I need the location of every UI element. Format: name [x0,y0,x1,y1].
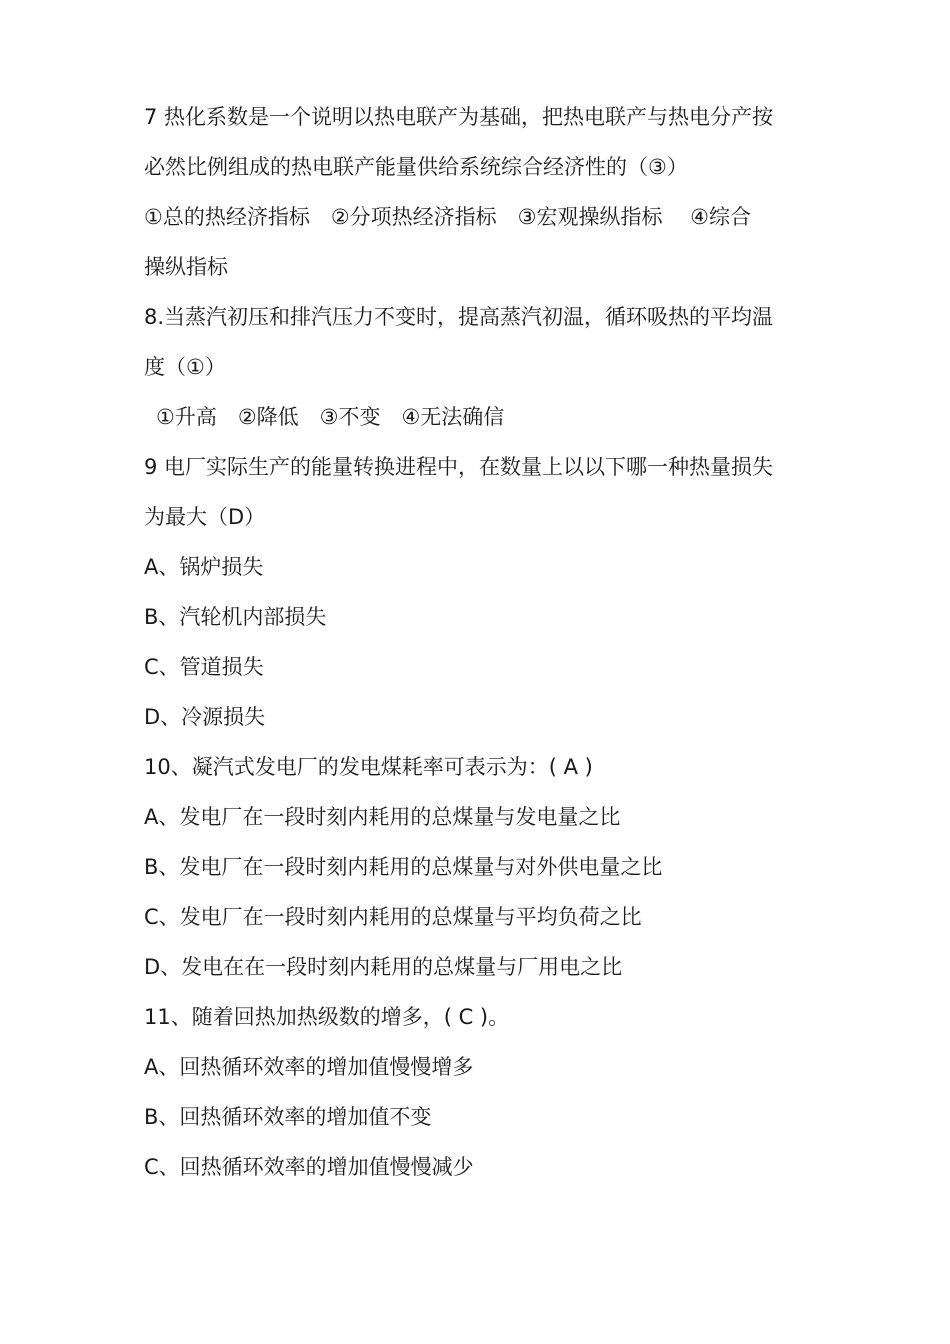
question-8-text-line-2: 度（①） [144,355,226,379]
question-9-option-c: C、管道损失 [144,655,264,679]
question-11-option-c: C、回热循环效率的增加值慢慢减少 [144,1155,474,1179]
question-10-option-a: A、发电厂在一段时刻内耗用的总煤量与发电量之比 [144,805,621,829]
question-8-text-line-1: 8.当蒸汽初压和排汽压力不变时，提高蒸汽初温，循环吸热的平均温 [144,305,774,329]
question-9-text-line-1: 9 电厂实际生产的能量转换进程中，在数量上以以下哪一种热量损失 [144,455,774,479]
question-10-text: 10、凝汽式发电厂的发电煤耗率可表示为：( A ) [144,755,593,779]
question-7-text-line-2: 必然比例组成的热电联产能量供给系统综合经济性的（③） [144,155,688,179]
question-9-option-b: B、汽轮机内部损失 [144,605,327,629]
question-11-text: 11、随着回热加热级数的增多，( C )。 [144,1005,510,1029]
question-7-text-line-1: 7 热化系数是一个说明以热电联产为基础，把热电联产与热电分产按 [144,105,774,129]
question-11-option-b: B、回热循环效率的增加值不变 [144,1105,432,1129]
question-9-option-d: D、冷源损失 [144,705,266,729]
document-body [144,92,824,1192]
question-9-text-line-2: 为最大（D） [144,505,266,529]
question-8-options: ①升高 ②降低 ③不变 ④无法确信 [156,405,505,429]
question-10-option-b: B、发电厂在一段时刻内耗用的总煤量与对外供电量之比 [144,855,663,879]
question-11-option-a: A、回热循环效率的增加值慢慢增多 [144,1055,474,1079]
question-10-option-d: D、发电在在一段时刻内耗用的总煤量与厂用电之比 [144,955,623,979]
question-9-option-a: A、锅炉损失 [144,555,264,579]
question-7-options-line-2: 操纵指标 [144,255,228,279]
question-10-option-c: C、发电厂在一段时刻内耗用的总煤量与平均负荷之比 [144,905,642,929]
question-7-options-line-1: ①总的热经济指标 ②分项热经济指标 ③宏观操纵指标 ④综合 [144,205,751,229]
